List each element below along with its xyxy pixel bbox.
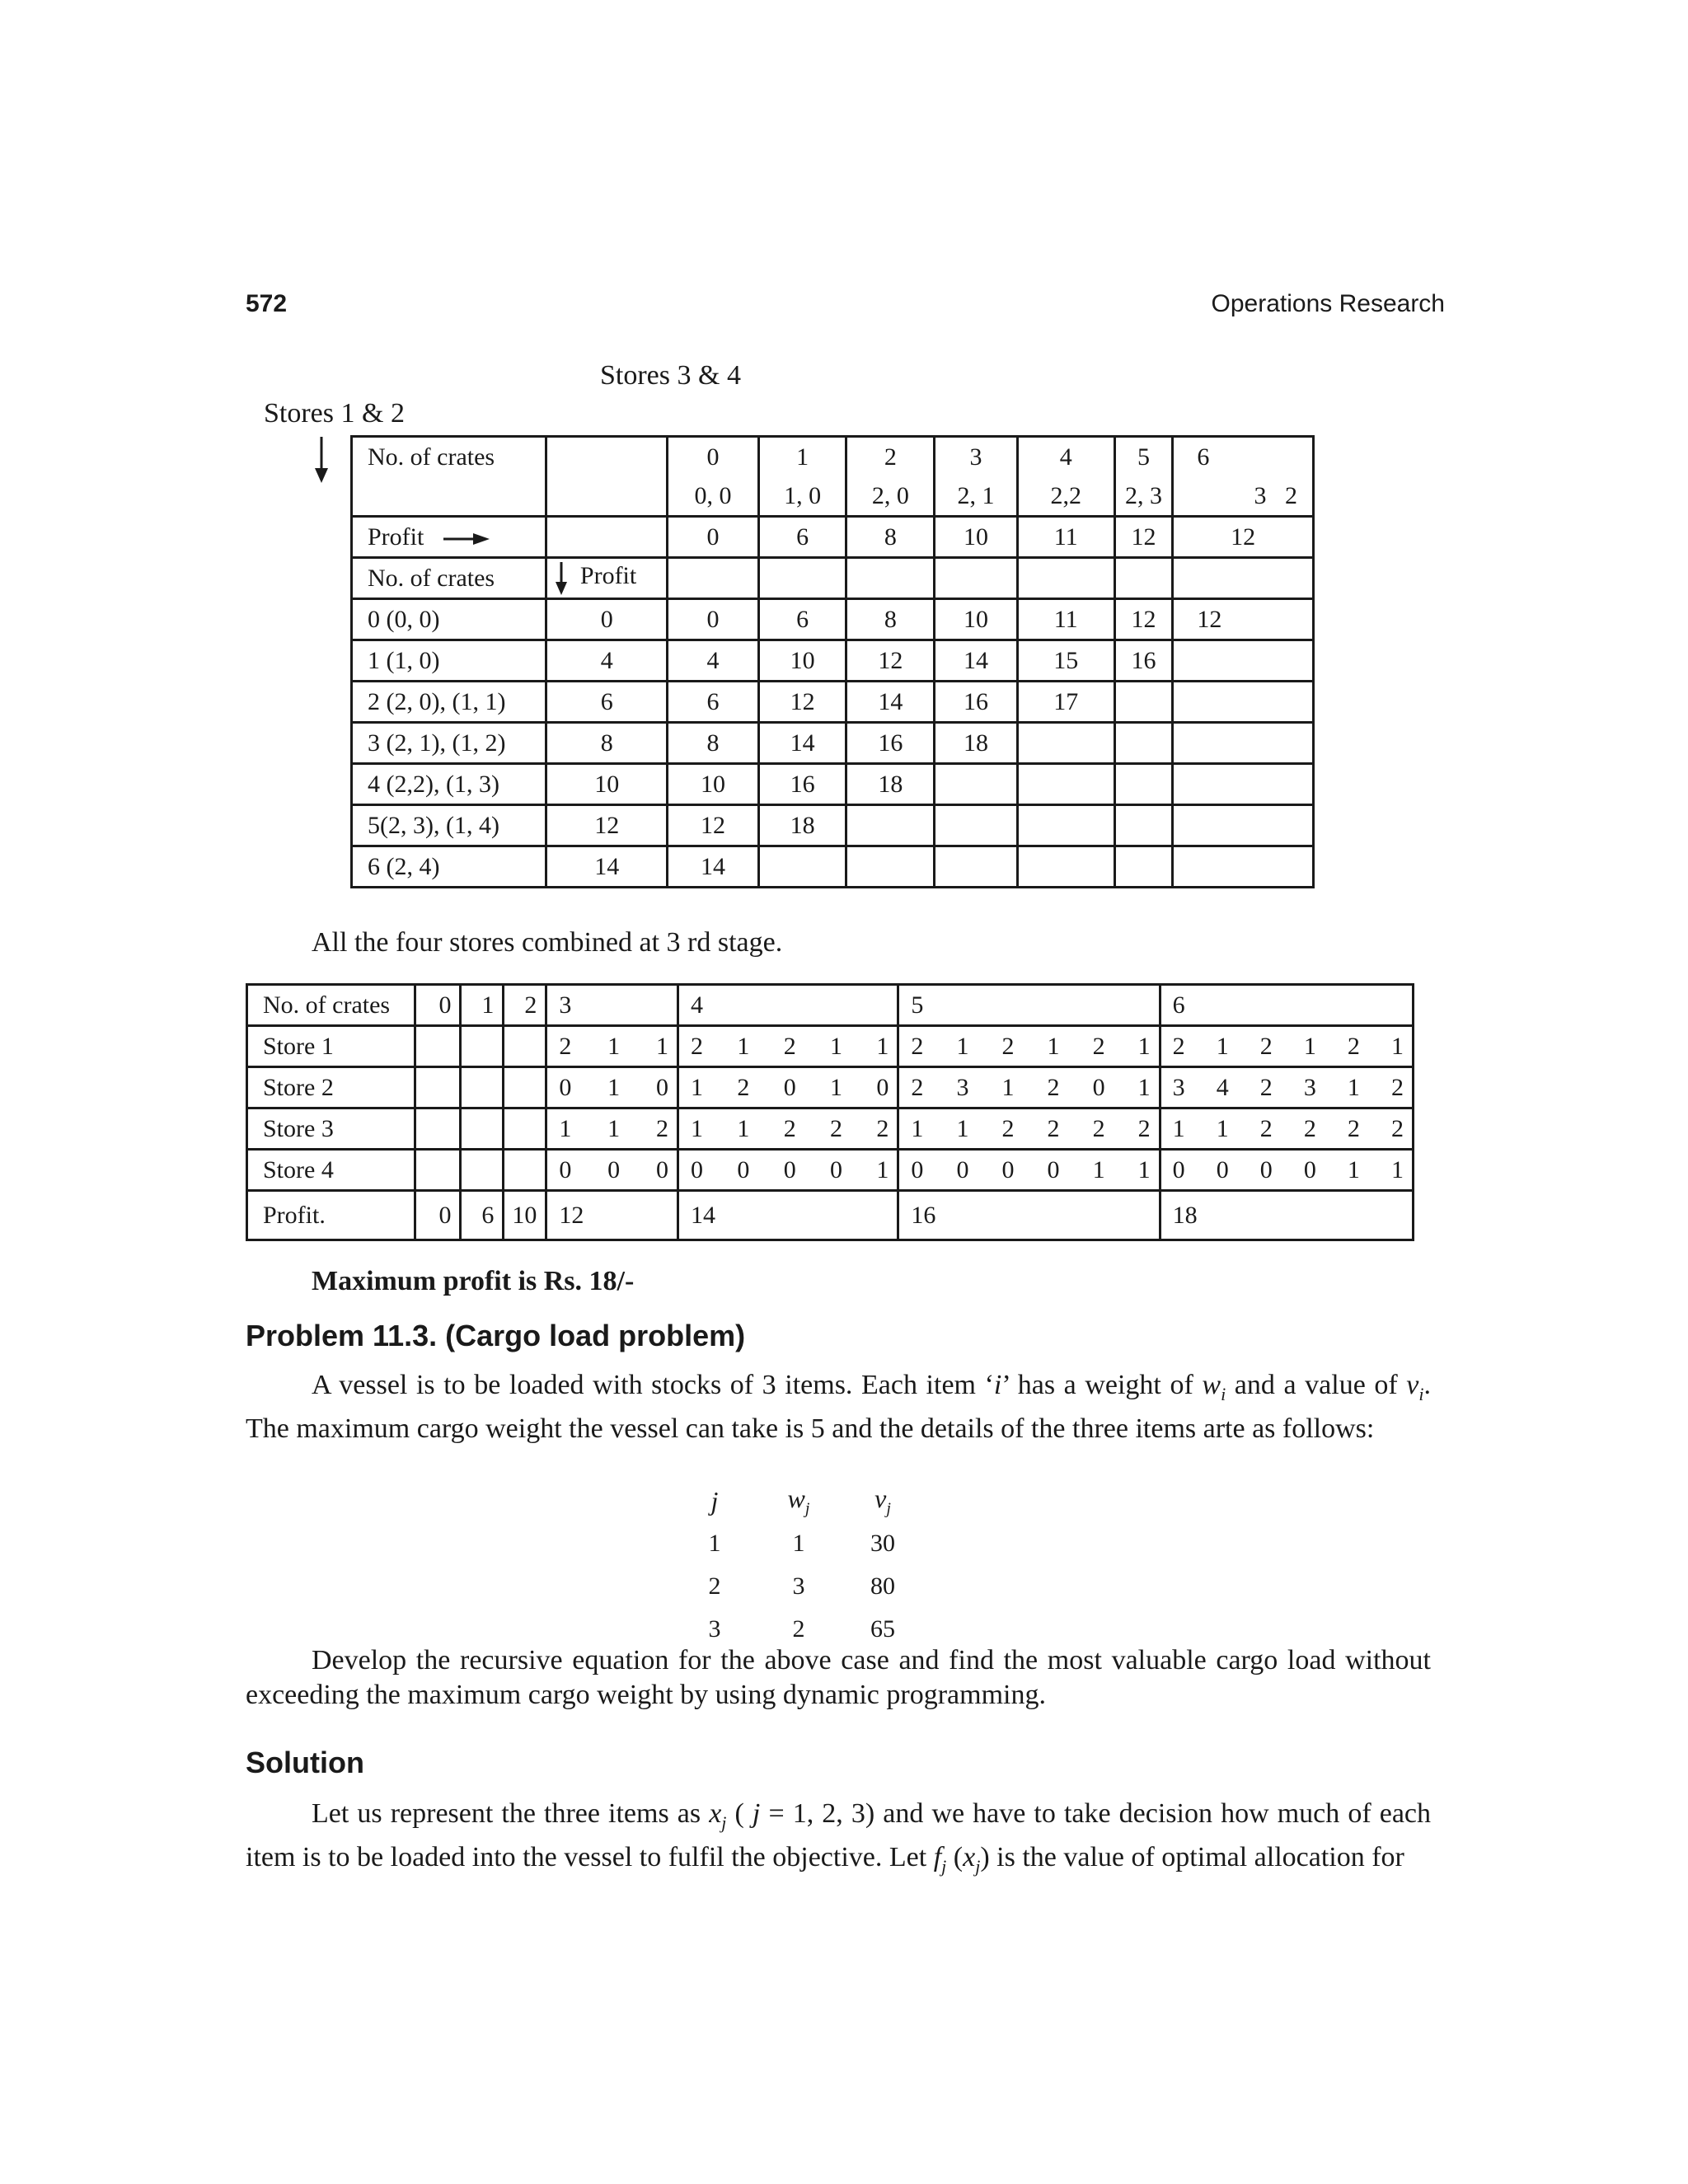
down-arrow-icon xyxy=(554,562,569,595)
book-title: Operations Research xyxy=(1211,290,1445,317)
profit-row-label: Profit xyxy=(352,517,546,558)
col-crates: 4 xyxy=(1017,437,1114,477)
col-header-j: j xyxy=(710,1485,719,1516)
right-arrow-icon xyxy=(442,531,491,547)
table-row: Profit. 0 6 10 12 14 16 18 xyxy=(247,1191,1414,1240)
table-row: 2 3 80 xyxy=(708,1572,895,1600)
table-row: 1 1 30 xyxy=(708,1530,895,1557)
col-crates: 1 xyxy=(758,437,846,477)
col-profit: 10 xyxy=(935,517,1018,558)
col-alloc: 2, 3 xyxy=(1114,476,1173,517)
four-stores-table: No. of crates 0 1 2 3 4 5 6 Store 1 2 1 1 2 1 2 1 1 2 1 2 1 2 1 2 1 2 1 2 1 Store 2 0 1 0 1 2 0 1 0 2 3 1 2 0 1 3 4 2 3 1 2 Store 3 1 1 2 1 1 2 2 2 1 1 2 2 2 2 1 1 2 2 2 2 Store 4 0 0 0 0 0 0 0 1 0 0 0 0 1 1 0 0 0 0 1 1 Profit. 0 6 10 12 14 16 18 xyxy=(246,983,1414,1241)
col-alloc: 2, 0 xyxy=(846,476,935,517)
table-row: 3 (2, 1), (1, 2) 8 8 14 16 18 xyxy=(352,723,1314,764)
table-row: Store 1 2 1 1 2 1 2 1 1 2 1 2 1 2 1 2 1 2 1 2 1 xyxy=(247,1026,1414,1067)
col-profit: 12 xyxy=(1114,517,1173,558)
col-alloc: 1, 0 xyxy=(758,476,846,517)
page-number: 572 xyxy=(246,290,288,317)
col-profit: 12 xyxy=(1173,517,1314,558)
col-header-v: $v_j$ xyxy=(874,1483,891,1518)
crates-row-header: No. of crates xyxy=(352,558,546,599)
row-label: No. of crates xyxy=(247,985,415,1026)
col-crates: 2 xyxy=(846,437,935,477)
stores-combination-table xyxy=(350,435,1315,888)
col-alloc: 0, 0 xyxy=(668,476,759,517)
table-row: 0 (0, 0) 0 0 6 8 10 11 12 12 xyxy=(352,599,1314,640)
col-header-w: $w_j$ xyxy=(787,1483,810,1518)
table-row: 6 (2, 4) 14 14 xyxy=(352,846,1314,888)
caption-four-stores: All the four stores combined at 3 rd stage. xyxy=(312,927,783,958)
table-row: 5(2, 3), (1, 4) 12 12 18 xyxy=(352,805,1314,846)
table-row: Store 2 0 1 0 1 2 0 1 0 2 3 1 2 0 1 3 4 2 3 1 2 xyxy=(247,1067,1414,1108)
table-row: Store 4 0 0 0 0 0 0 0 1 0 0 0 0 1 1 0 0 0 0 1 1 xyxy=(247,1150,1414,1191)
problem-paragraph: A vessel is to be loaded with stocks of 3 items. Each item ‘i’ has a weight of $w_i$ and a value of $v_i$. The maximum cargo weight the vessel can take is 5 and the details of the three items arte as follows: xyxy=(246,1370,1431,1444)
max-profit-text: Maximum profit is Rs. 18/- xyxy=(312,1266,635,1296)
table-row: 2 (2, 0), (1, 1) 6 6 12 14 16 17 xyxy=(352,682,1314,723)
col-crates: 3 xyxy=(935,437,1018,477)
col-profit: 11 xyxy=(1017,517,1114,558)
stores-1-2-label: Stores 1 & 2 xyxy=(264,398,405,429)
solution-heading: Solution xyxy=(246,1746,364,1779)
col-crates: 5 xyxy=(1114,437,1173,477)
solution-paragraph: Let us represent the three items as $x_j$ ( j = 1, 2, 3) and we have to take decision how much of each item is to be loaded into the vessel to fulfil the objective. Let $f_j$ $(x_j)$ is the value of optimal allocation for xyxy=(246,1798,1431,1877)
col-alloc: 3 2 xyxy=(1173,476,1314,517)
develop-paragraph: Develop the recursive equation for the above case and find the most valuable cargo load without exceeding the maximum cargo weight by using dynamic programming. xyxy=(246,1645,1431,1710)
items-table xyxy=(673,1479,925,1651)
down-arrow-icon xyxy=(312,435,331,485)
profit-col-header: Profit xyxy=(546,558,668,599)
col-alloc: 2, 1 xyxy=(935,476,1018,517)
col-profit: 0 xyxy=(668,517,759,558)
col-profit: 6 xyxy=(758,517,846,558)
problem-heading: Problem 11.3. (Cargo load problem) xyxy=(246,1319,746,1352)
table-row: 3 2 65 xyxy=(708,1615,895,1643)
col-crates: 0 xyxy=(668,437,759,477)
col-crates: 6 xyxy=(1173,437,1314,477)
table-row: 4 (2,2), (1, 3) 10 10 16 18 xyxy=(352,764,1314,805)
col-alloc: 2,2 xyxy=(1017,476,1114,517)
col-profit: 8 xyxy=(846,517,935,558)
stores-3-4-label: Stores 3 & 4 xyxy=(600,360,741,391)
table-row: Store 3 1 1 2 1 1 2 2 2 1 1 2 2 2 2 1 1 2 2 2 2 xyxy=(247,1108,1414,1150)
table-row: 1 (1, 0) 4 4 10 12 14 15 16 xyxy=(352,640,1314,682)
crates-header: No. of crates xyxy=(352,437,546,477)
